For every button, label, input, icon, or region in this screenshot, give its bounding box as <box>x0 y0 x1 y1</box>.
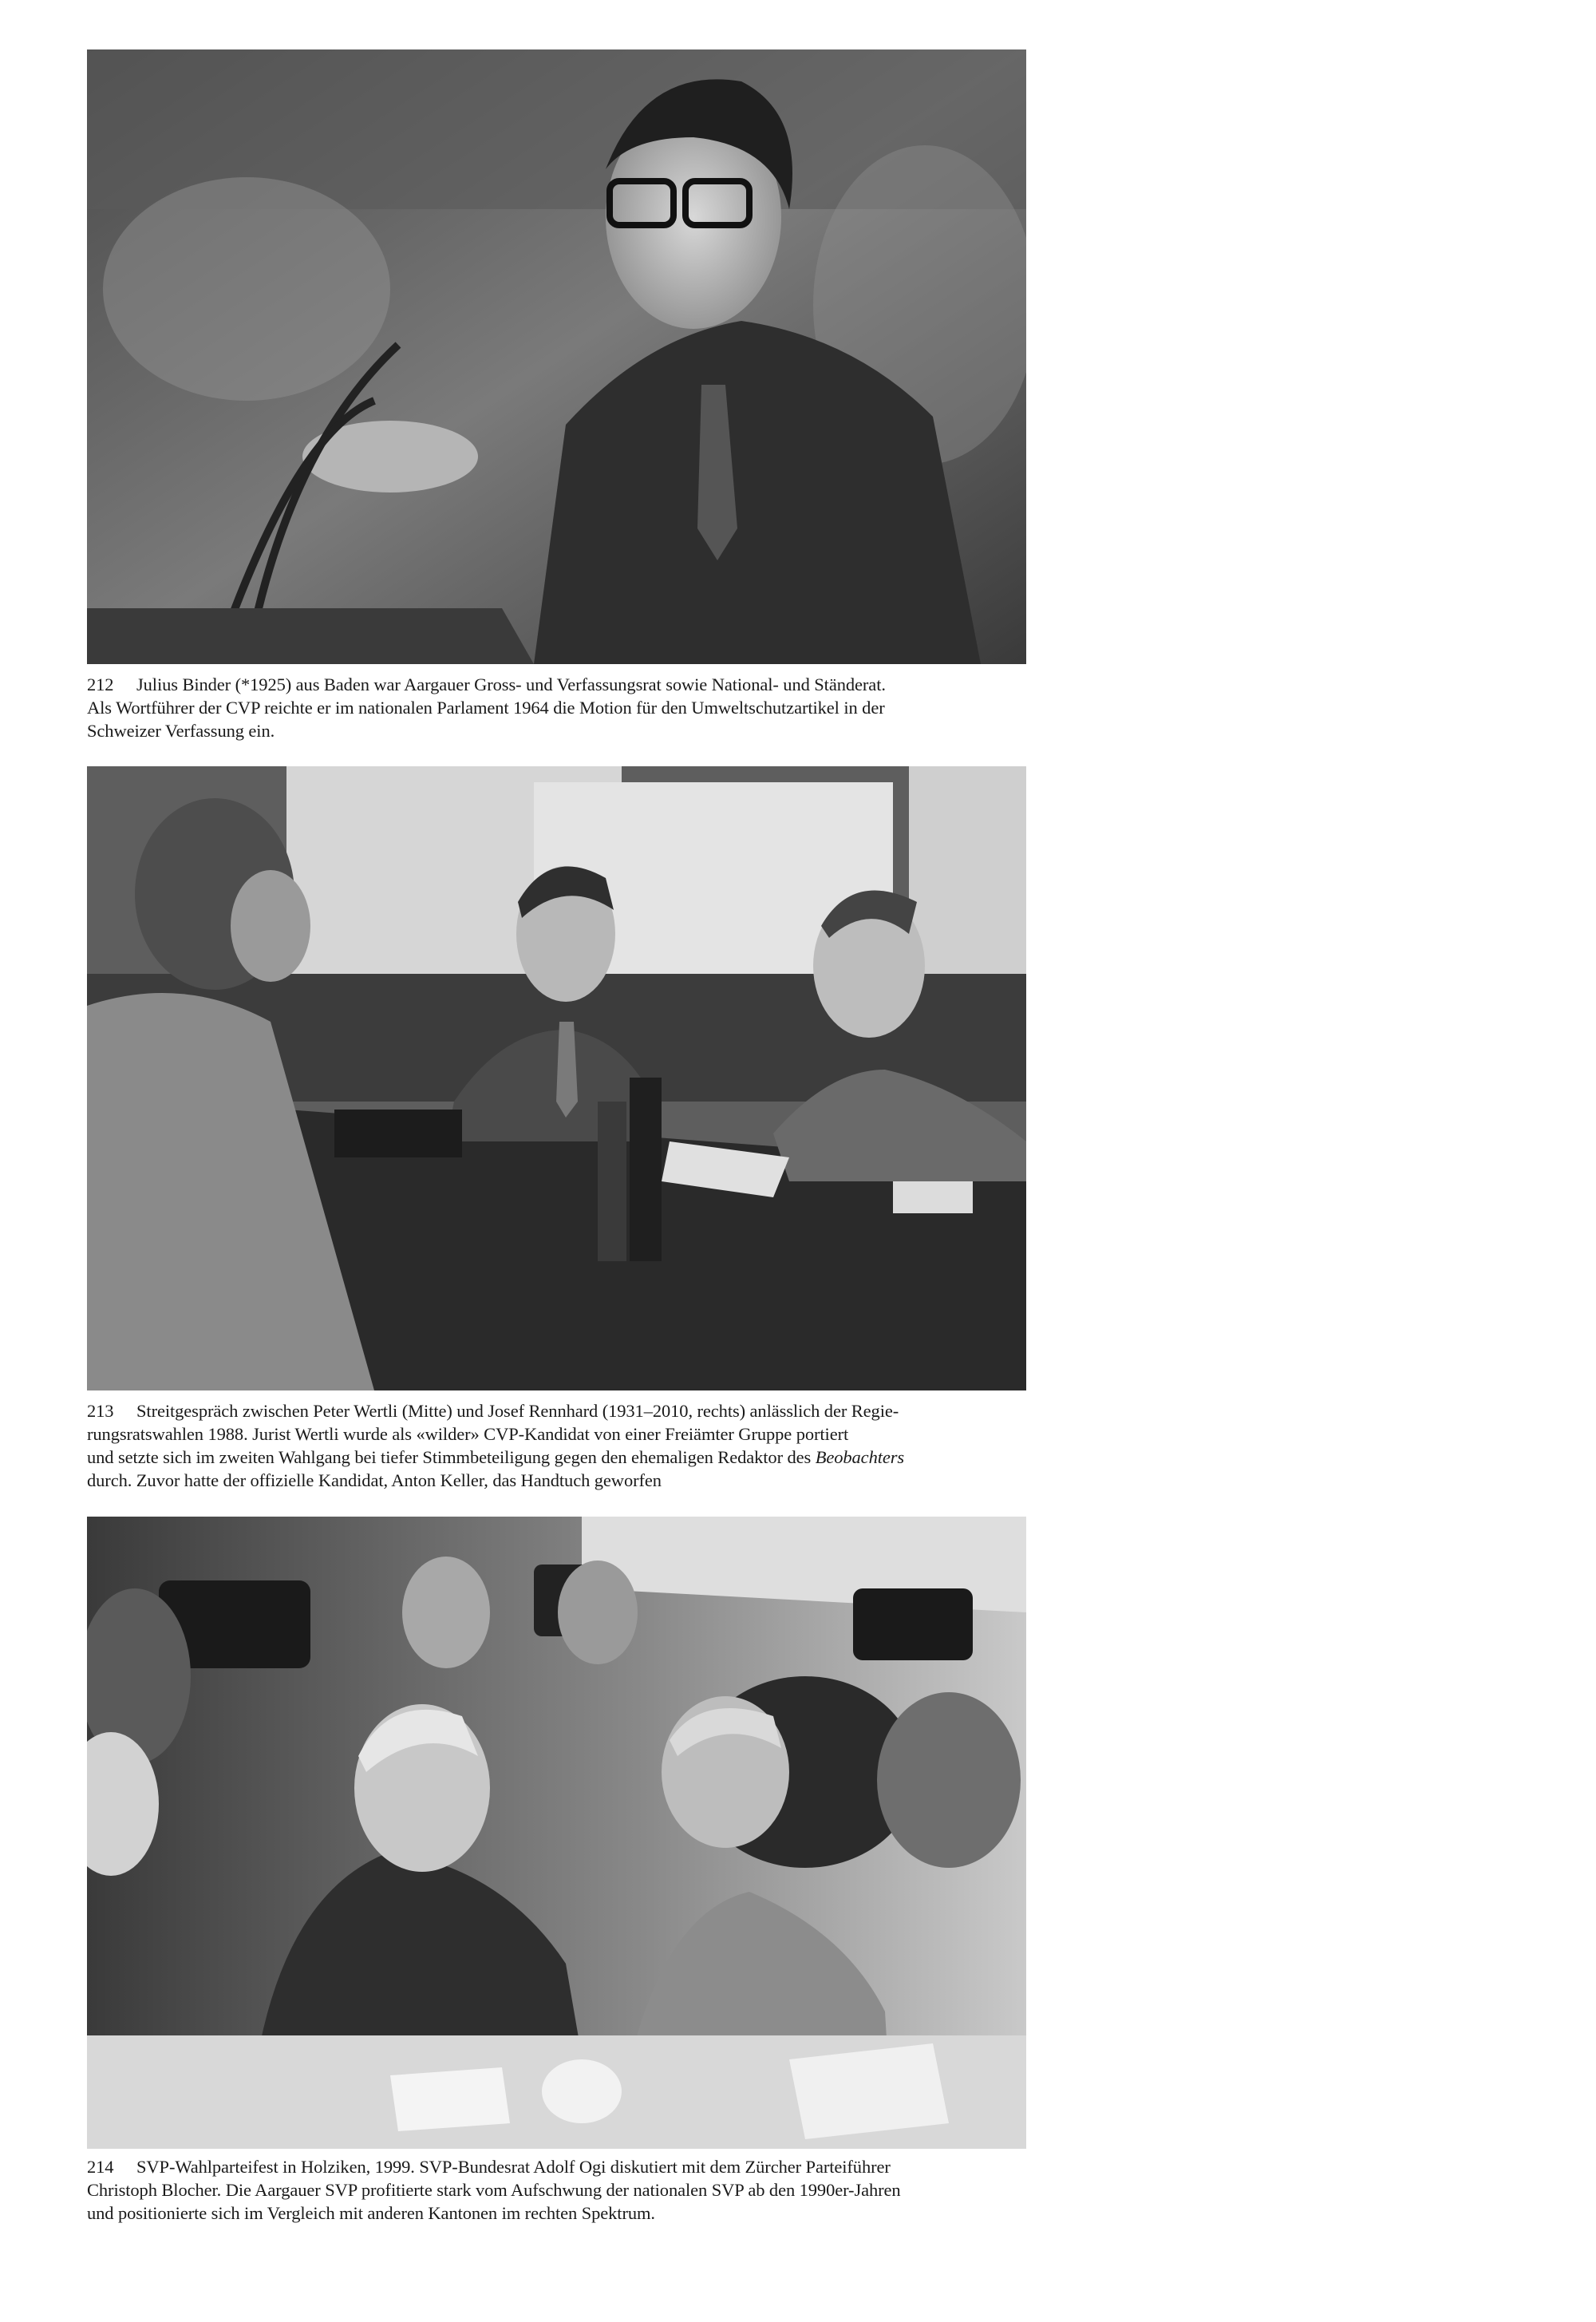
caption-line: Christoph Blocher. Die Aargauer SVP profitierte stark vom Aufschwung der nationalen SVP ab den 1990er-Jahren <box>87 2180 901 2200</box>
caption-line: Als Wortführer der CVP reichte er im nationalen Parlament 1964 die Motion für den Umweltschutzartikel in der <box>87 698 885 718</box>
caption-line: und positionierte sich im Vergleich mit anderen Kantonen im rechten Spektrum. <box>87 2203 655 2223</box>
figure-number: 212 <box>87 674 114 694</box>
photo-ogi-blocher <box>87 1517 1026 2149</box>
caption-213 <box>87 1399 1029 1492</box>
photo-214-image <box>87 1517 1026 2149</box>
caption-line: SVP-Wahlparteifest in Holziken, 1999. SVP-Bundesrat Adolf Ogi diskutiert mit dem Zürcher Parteiführer <box>136 2157 891 2177</box>
caption-line: Julius Binder (*1925) aus Baden war Aargauer Gross- und Verfassungsrat sowie National- und Ständerat. <box>136 674 886 694</box>
caption-line: durch. Zuvor hatte der offizielle Kandidat, Anton Keller, das Handtuch geworfen <box>87 1470 662 1490</box>
caption-line: Schweizer Verfassung ein. <box>87 721 275 741</box>
caption-line: rungsratswahlen 1988. Jurist Wertli wurde als «wilder» CVP-Kandidat von einer Freiämter Gruppe portiert <box>87 1424 849 1444</box>
photo-wertli-rennhard <box>87 766 1026 1390</box>
figure-number: 213 <box>87 1401 114 1421</box>
caption-line: und setzte sich im zweiten Wahlgang bei tiefer Stimmbeteiligung gegen den ehemaligen Redaktor des <box>87 1447 816 1467</box>
photo-213-image <box>87 766 1026 1390</box>
caption-212 <box>87 673 1029 742</box>
caption-line: Streitgespräch zwischen Peter Wertli (Mitte) und Josef Rennhard (1931–2010, rechts) anlässlich der Regie- <box>136 1401 899 1421</box>
figure-number: 214 <box>87 2157 114 2177</box>
photo-212-image <box>87 49 1026 664</box>
caption-214 <box>87 2155 1029 2225</box>
photo-julius-binder <box>87 49 1026 664</box>
caption-italic-term: Beobachters <box>815 1447 905 1467</box>
